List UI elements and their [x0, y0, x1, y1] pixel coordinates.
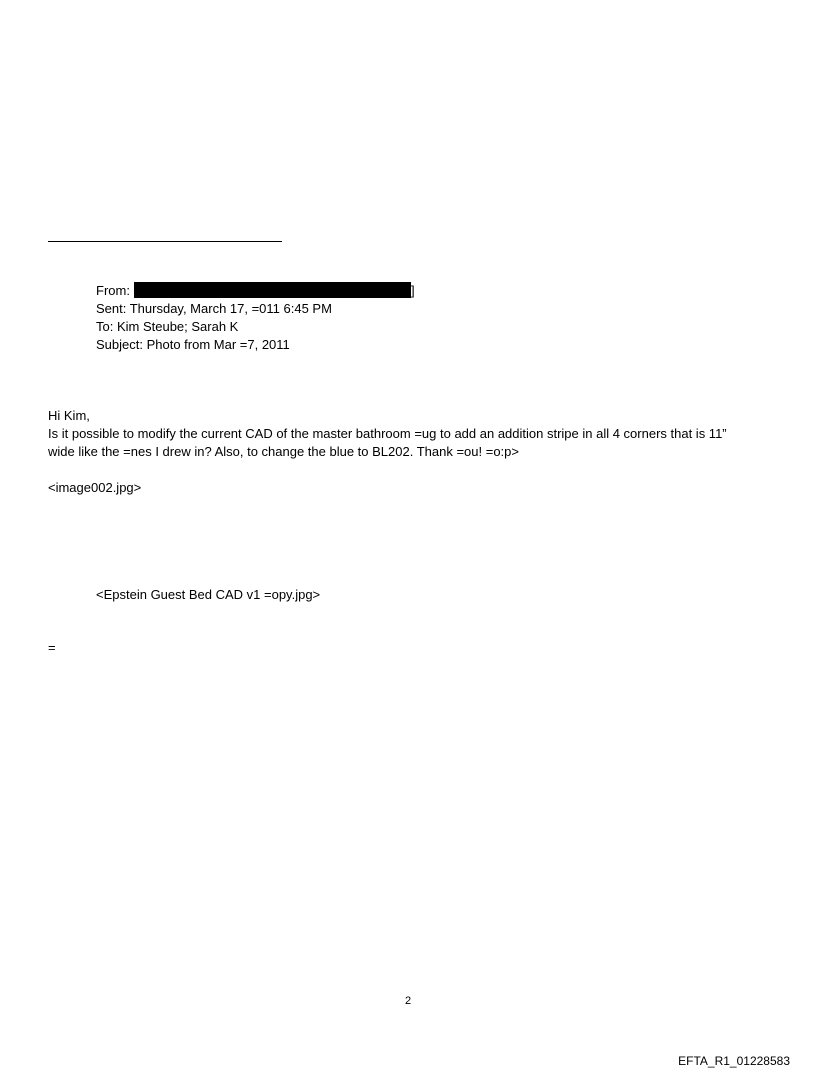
- attachment-image002: <image002.jpg>: [48, 480, 142, 495]
- to-line: To: Kim Steube; Sarah K: [96, 319, 239, 334]
- from-tail: ]: [410, 283, 415, 298]
- separator-rule: [48, 241, 282, 242]
- page-number: 2: [404, 995, 412, 1007]
- body-line-1: Is it possible to modify the current CAD of the master bathroom =ug to add an addition stripe in all 4 corners that is 11”: [48, 426, 727, 441]
- body-line-2: wide like the =nes I drew in? Also, to change the blue to BL202. Thank =ou! =o:p>: [48, 444, 519, 459]
- attachment-guest-bed-cad: <Epstein Guest Bed CAD v1 =opy.jpg>: [96, 587, 321, 602]
- sent-line: Sent: Thursday, March 17, =011 6:45 PM: [96, 301, 332, 316]
- from-line: [96, 282, 415, 300]
- subject-line: Subject: Photo from Mar =7, 2011: [96, 337, 290, 352]
- trailing-equals: =: [48, 640, 56, 655]
- from-label: From:: [96, 283, 130, 298]
- redaction-block: [134, 282, 411, 298]
- bates-number: EFTA_R1_01228583: [678, 1054, 790, 1068]
- greeting: Hi Kim,: [48, 408, 90, 423]
